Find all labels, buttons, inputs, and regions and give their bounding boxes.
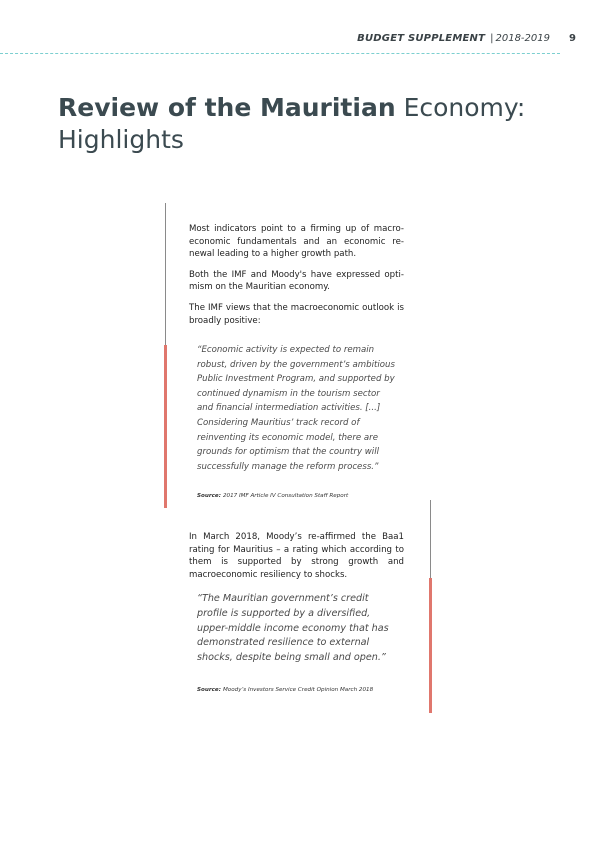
page-title-bold: Review of the Mauritian [58,93,396,122]
header-year: 2018-2019 [495,33,550,44]
source-label: Source: [197,687,221,693]
imf-quote: “Economic activity is expected to remain robust, driven by the government’s ambitious Public Investment Program, and supported by continued dynamism in the tourism sector and financial intermediation activities. [...] Considering Mauritius’ track record of reinventing its economic model, there are grounds for optimism that the country will successfully manage the reform process.” [197,345,395,472]
page-title [58,92,525,156]
source-label: Source: [197,493,221,499]
source-text: Moody’s Investors Service Credit Opinion March 2018 [222,687,374,693]
running-header [0,33,576,44]
header-separator: | [490,33,494,44]
source-text: 2017 IMF Article IV Consultation Staff Report [222,493,349,499]
rule-grey-left [165,203,166,345]
imf-source [197,493,348,499]
rule-red-left [164,345,167,508]
paragraph: The IMF views that the macroeconomic outlook is broadly positive: [189,302,404,326]
paragraph: Both the IMF and Moody's have expressed opti-mism on the Mauritian economy. [189,269,404,293]
moodys-quote: “The Mauritian government’s credit profile is supported by a diversified, upper-middle income economy that has demonstrated resilience to external shocks, despite being small and open.” [197,593,389,664]
header-title: BUDGET SUPPLEMENT [357,33,486,44]
header-divider [0,53,560,54]
paragraph: In March 2018, Moody’s re-affirmed the Baa1 rating for Mauritius – a rating which according to them is supported by strong growth and macroeconomic resiliency to shocks. [189,532,404,580]
paragraph: Most indicators point to a firming up of macro-economic fundamentals and an economic re-newal leading to a higher growth path. [189,224,404,260]
page-title-light: Economy: [395,93,526,122]
rule-grey-right [430,500,431,578]
moodys-source [197,687,373,693]
moodys-text [189,531,404,589]
rule-red-right [429,578,432,713]
page-number: 9 [569,33,576,44]
page-title-line2: Highlights [58,125,184,154]
intro-text [189,223,404,335]
